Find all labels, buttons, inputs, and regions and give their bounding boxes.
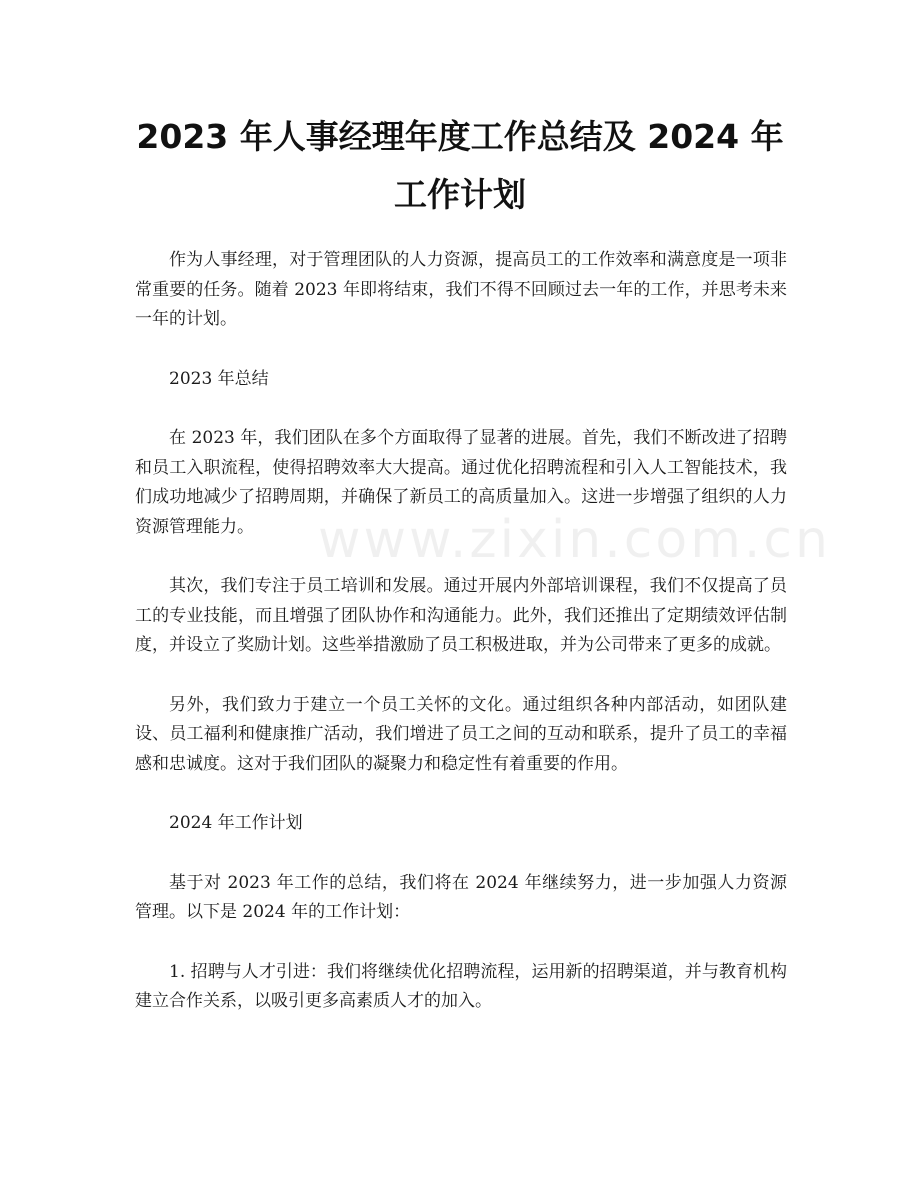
watermark: www.zixin.com.cn	[318, 510, 831, 570]
plan-intro-paragraph: 基于对 2023 年工作的总结，我们将在 2024 年继续努力，进一步加强人力资源管理。以下是 2024 年的工作计划：	[135, 872, 787, 922]
section-heading-2023-summary: 2023 年总结	[169, 368, 269, 389]
intro-paragraph: 作为人事经理，对于管理团队的人力资源，提高员工的工作效率和满意度是一项非常重要的任务。随着 2023 年即将结束，我们不得不回顾过去一年的工作，并思考未来一年的计划。	[135, 250, 787, 329]
summary-paragraph-recruitment: 在 2023 年，我们团队在多个方面取得了显著的进展。首先，我们不断改进了招聘和员工入职流程，使得招聘效率大大提高。通过优化招聘流程和引入人工智能技术，我们成功地减少了招聘周期，并确保了新员工的高质量加入。这进一步增强了组织的人力资源管理能力。	[135, 428, 787, 537]
summary-paragraph-culture: 另外，我们致力于建立一个员工关怀的文化。通过组织各种内部活动，如团队建设、员工福利和健康推广活动，我们增进了员工之间的互动和联系，提升了员工的幸福感和忠诚度。这对于我们团队的凝聚力和稳定性有着重要的作用。	[135, 694, 787, 774]
section-heading-2024-plan: 2024 年工作计划	[169, 813, 303, 833]
plan-item-recruitment: 1. 招聘与人才引进：我们将继续优化招聘流程，运用新的招聘渠道，并与教育机构建立合作关系，以吸引更多高素质人才的加入。	[135, 961, 787, 1011]
document-title: 2023 年人事经理年度工作总结及 2024 年工作计划	[136, 117, 784, 214]
document-body	[135, 246, 787, 1047]
summary-paragraph-training: 其次，我们专注于员工培训和发展。通过开展内外部培训课程，我们不仅提高了员工的专业技能，而且增强了团队协作和沟通能力。此外，我们还推出了定期绩效评估制度，并设立了奖励计划。这些举措激励了员工积极进取，并为公司带来了更多的成就。	[135, 576, 787, 655]
